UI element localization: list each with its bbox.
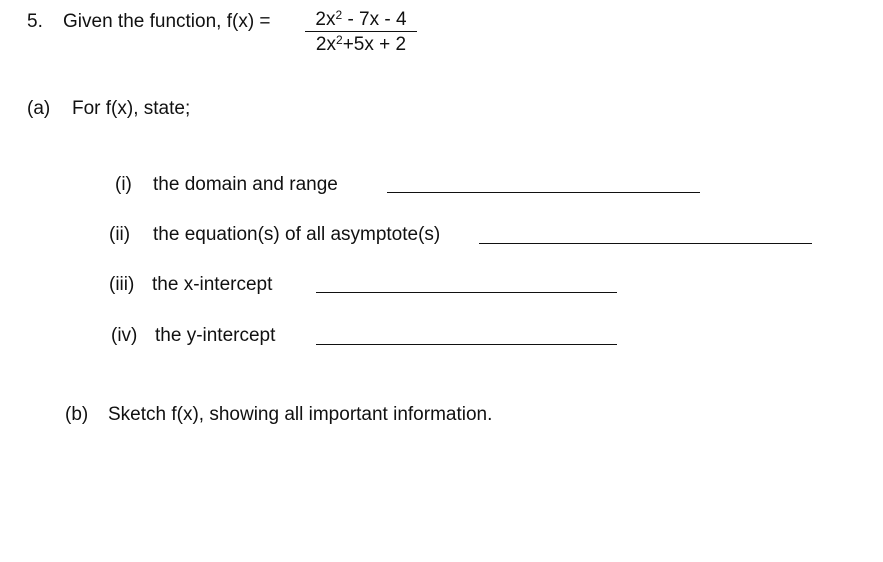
question-number: 5.	[27, 11, 43, 32]
item-iv-text: the y-intercept	[155, 325, 276, 346]
part-a-text: For f(x), state;	[72, 98, 191, 119]
part-b-label: (b)	[65, 404, 89, 425]
part-b-text: Sketch f(x), showing all important information.	[108, 404, 493, 425]
item-i-text: the domain and range	[153, 174, 338, 195]
denominator-base: 2x	[315, 34, 336, 55]
denominator-exponent: 2	[336, 33, 343, 47]
fraction-denominator	[305, 32, 417, 54]
item-iv-label: (iv)	[111, 325, 138, 346]
item-ii-label: (ii)	[109, 224, 131, 245]
part-a-label: (a)	[27, 98, 51, 119]
fraction-numerator	[305, 10, 417, 32]
item-iii-label: (iii)	[109, 274, 135, 295]
item-i-label: (i)	[115, 174, 132, 195]
answer-line-iii[interactable]	[316, 292, 617, 293]
denominator-rest: +5x + 2	[342, 34, 407, 55]
question-intro: Given the function, f(x) =	[63, 11, 271, 32]
numerator-base: 2x	[315, 9, 336, 30]
sketch-area[interactable]	[65, 440, 845, 550]
answer-line-i[interactable]	[387, 192, 700, 193]
numerator-rest: - 7x - 4	[342, 9, 407, 30]
function-fraction	[305, 10, 417, 54]
numerator-exponent: 2	[335, 8, 343, 22]
answer-line-ii[interactable]	[479, 243, 812, 244]
item-iii-text: the x-intercept	[152, 274, 273, 295]
item-ii-text: the equation(s) of all asymptote(s)	[153, 224, 441, 245]
answer-line-iv[interactable]	[316, 344, 617, 345]
